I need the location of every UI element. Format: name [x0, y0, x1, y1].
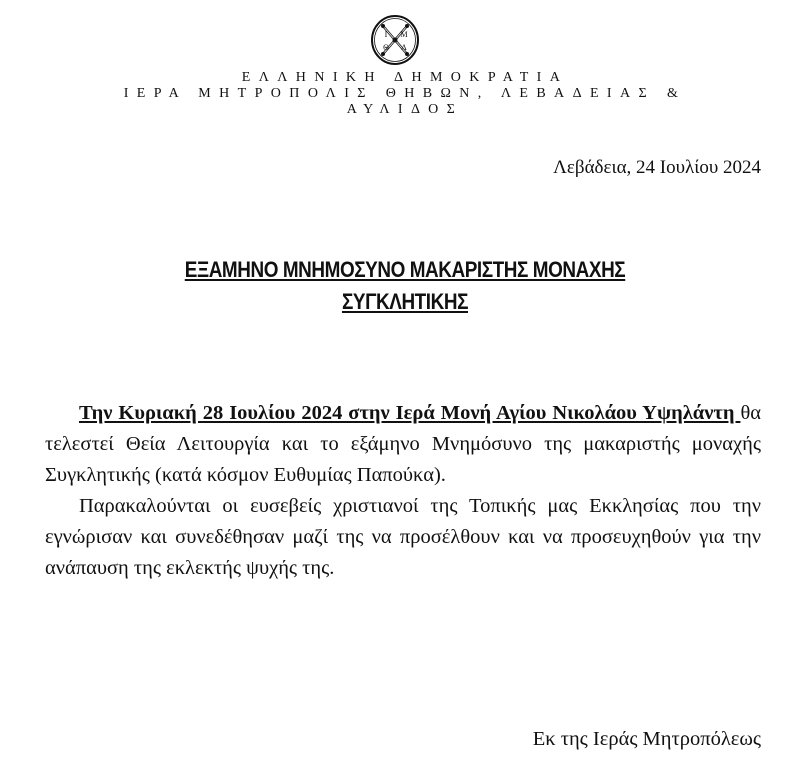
header-country: ΕΛΛΗΝΙΚΗ ΔΗΜΟΚΡΑΤΙΑ: [241, 70, 569, 85]
event-place-date: Την Κυριακή 28 Ιουλίου 2024 στην Ιερά Μονή Αγίου Νικολάου Υψηλάντη: [79, 402, 741, 424]
header-metropolis: ΙΕΡΑ ΜΗΤΡΟΠΟΛΙΣ ΘΗΒΩΝ, ΛΕΒΑΔΕΙΑΣ &: [123, 86, 687, 101]
seal-letter: Μ: [400, 30, 408, 39]
paragraph-invitation: Παρακαλούνται οι ευσεβείς χριστιανοί της Τοπικής μας Εκκλησίας που την εγνώρισαν και συνεδέθησαν μαζί της να προσέλθουν και να προσευχηθούν για την ανάπαυση της εκλεκτής ψυχής της.: [45, 495, 761, 579]
title-line-1: ΕΞΑΜΗΝΟ ΜΝΗΜΟΣΥΝΟ ΜΑΚΑΡΙΣΤΗΣ ΜΟΝΑΧΗΣ: [184, 257, 626, 282]
document-body: [45, 398, 761, 584]
seal-letter: Ι: [384, 30, 388, 39]
announcement-text: θα τελεστεί Θεία Λειτουργία και το εξάμηνο Μνημόσυνο της μακαριστής μοναχής Συγκλητικής (κατά κόσμον Ευθυμίας Παπούκα).: [45, 402, 761, 486]
seal-letter: Λ: [401, 43, 407, 52]
header-metropolis-cont: ΑΥΛΙΔΟΣ: [346, 102, 464, 117]
seal-letter: Θ: [383, 43, 389, 52]
title-line-2: ΣΥΓΚΛΗΤΙΚΗΣ: [341, 289, 469, 314]
document-title: [108, 254, 701, 318]
document-date: Λεβάδεια, 24 Ιουλίου 2024: [553, 157, 761, 178]
signature: Εκ της Ιεράς Μητροπόλεως: [532, 728, 761, 750]
paragraph-announcement: [45, 398, 761, 491]
metropolis-seal-icon: [369, 14, 421, 66]
